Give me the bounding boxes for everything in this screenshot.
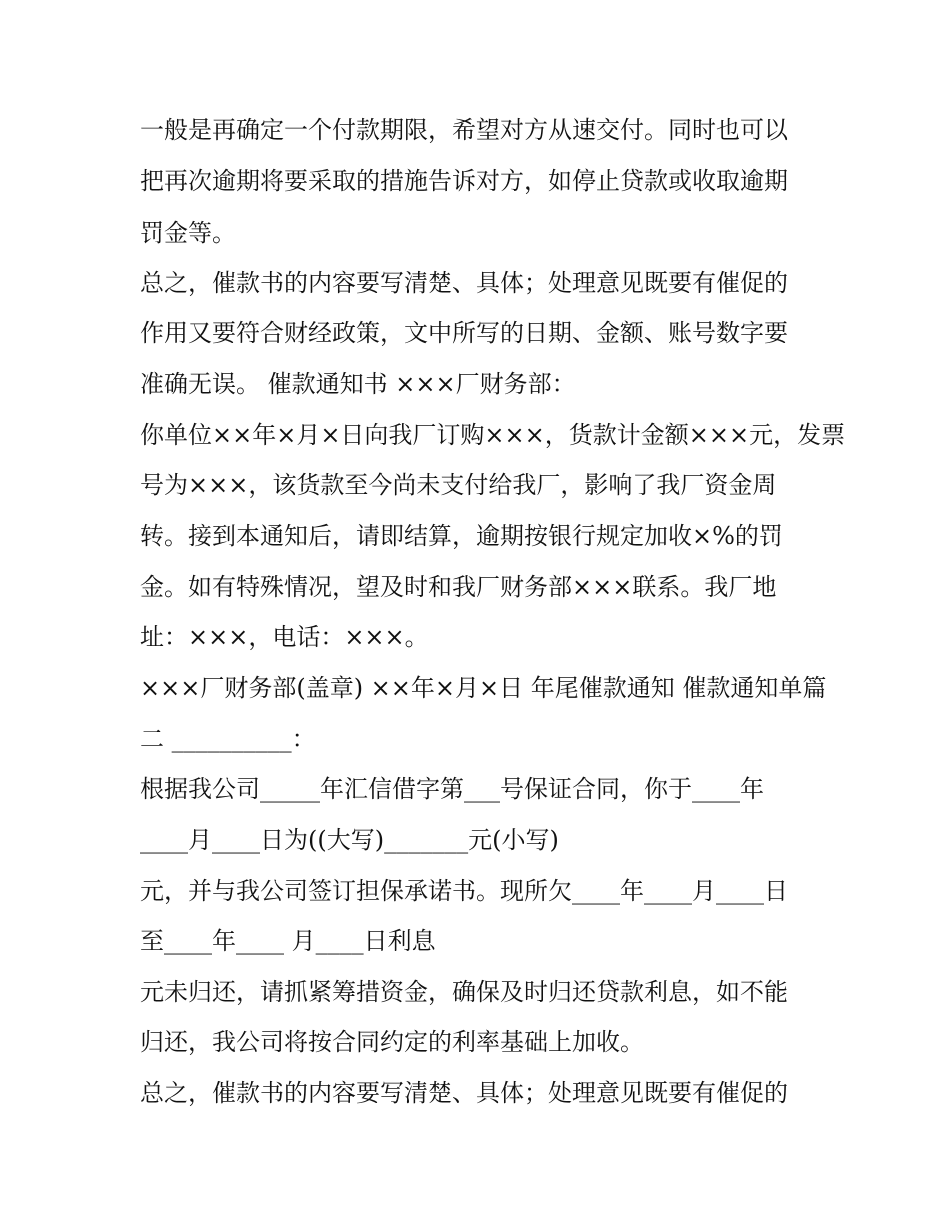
text-line: 归还，我公司将按合同约定的利率基础上加收。 [140,1028,644,1056]
text-line: 你单位××年×月×日向我厂订购×××，货款计金额×××元，发票 [140,421,846,449]
text-line: 金。如有特殊情况，望及时和我厂财务部×××联系。我厂地 [140,573,777,601]
text-line: ×××厂财务部(盖章) ××年×月×日 年尾催款通知 催款通知单篇 [140,674,827,702]
text-line: 一般是再确定一个付款期限，希望对方从速交付。同时也可以 [140,116,788,144]
text-line: 转。接到本通知后，请即结算，逾期按银行规定加收×%的罚 [140,522,783,550]
text-line: 元未归还，请抓紧筹措资金，确保及时归还贷款利息，如不能 [140,978,788,1006]
text-line: 罚金等。 [140,219,236,247]
text-line: 至____年____ 月____日利息 [140,927,436,955]
text-line: 二 __________： [140,725,316,753]
text-line: 号为×××，该货款至今尚未支付给我厂，影响了我厂资金周 [140,471,777,499]
text-line: 元，并与我公司签订担保承诺书。现所欠____年____月____日 [140,877,788,905]
text-line: 作用又要符合财经政策，文中所写的日期、金额、账号数字要 [140,319,788,347]
text-line: 准确无误。 催款通知书 ×××厂财务部： [140,370,576,398]
text-line: 址：×××，电话：×××。 [140,623,429,651]
text-line: 总之，催款书的内容要写清楚、具体；处理意见既要有催促的 [140,269,788,297]
text-line: 把再次逾期将要采取的措施告诉对方，如停止贷款或收取逾期 [140,167,788,195]
text-line: 根据我公司_____年汇信借字第___号保证合同，你于____年 [140,775,764,803]
text-line: 总之，催款书的内容要写清楚、具体；处理意见既要有催促的 [140,1079,788,1107]
text-line: ____月____日为((大写)_______元(小写) [140,826,559,854]
